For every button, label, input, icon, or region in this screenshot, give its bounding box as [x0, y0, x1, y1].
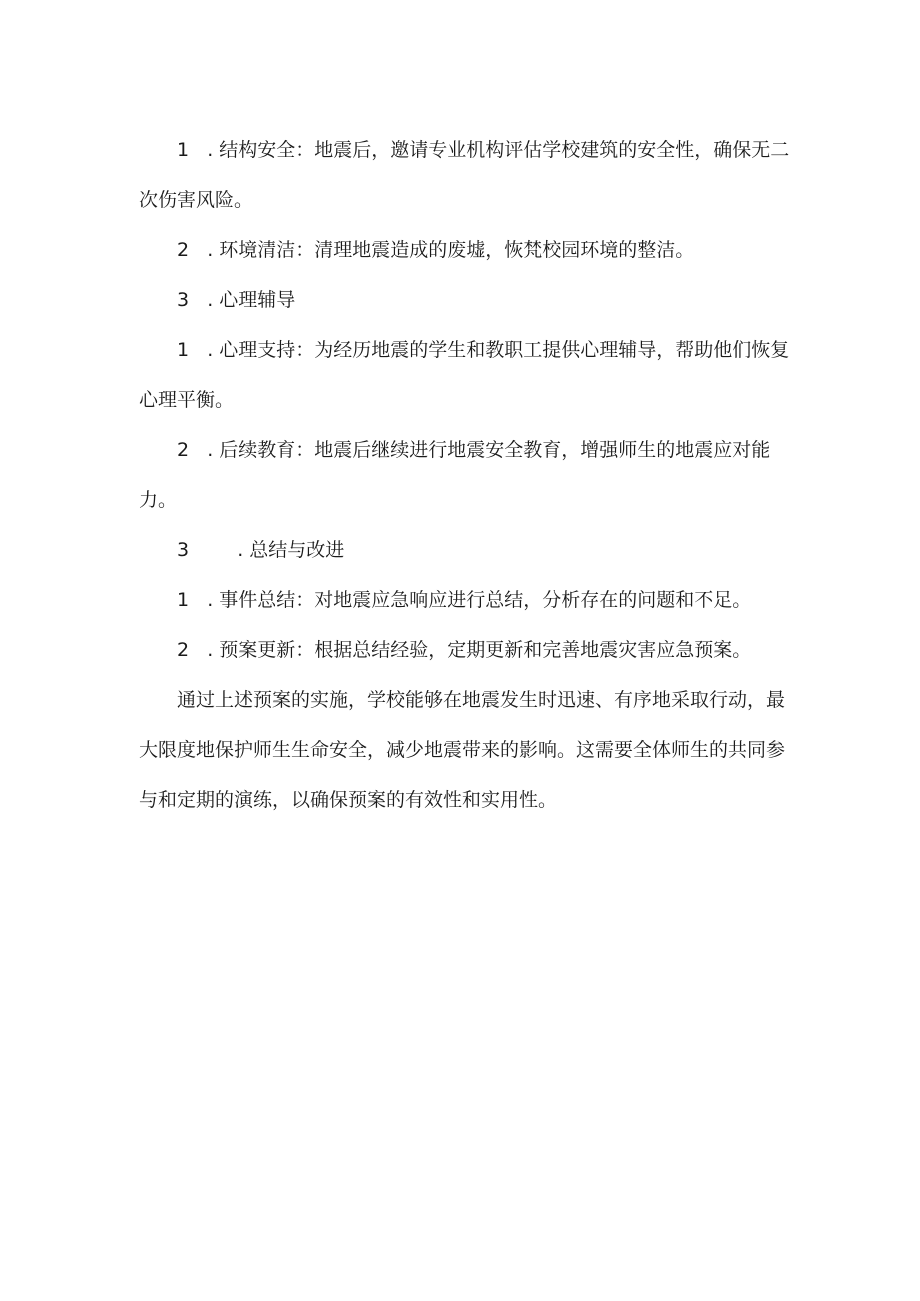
- paragraph-conclusion: [139, 675, 799, 825]
- item-number: 3: [177, 539, 190, 561]
- item-number: 1: [177, 339, 190, 361]
- paragraph-text: 预案更新：根据总结经验，定期更新和完善地震灾害应急预案。: [219, 639, 752, 661]
- paragraph-environment-cleaning: [139, 225, 799, 275]
- section-heading-text: 心理辅导: [219, 289, 296, 311]
- section-heading-text: 总结与改进: [249, 539, 345, 561]
- item-separator: .: [207, 239, 214, 261]
- item-separator: .: [207, 339, 214, 361]
- item-number: 2: [177, 439, 190, 461]
- paragraph-text: 事件总结：对地震应急响应进行总结，分析存在的问题和不足。: [219, 589, 752, 611]
- paragraph-text: 结构安全：地震后，邀请专业机构评估学校建筑的安全性，确保无二次伤害风险。: [139, 139, 790, 211]
- document-body: [139, 125, 799, 825]
- section-heading-summary-improvement: [139, 525, 799, 575]
- item-separator: .: [207, 289, 214, 311]
- item-number: 2: [177, 239, 190, 261]
- paragraph-structural-safety: [139, 125, 799, 225]
- paragraph-event-summary: [139, 575, 799, 625]
- paragraph-plan-update: [139, 625, 799, 675]
- paragraph-follow-up-education: [139, 425, 799, 525]
- item-separator: .: [207, 589, 214, 611]
- item-number: 1: [177, 589, 190, 611]
- paragraph-psychological-support: [139, 325, 799, 425]
- item-separator: .: [207, 139, 214, 161]
- item-separator: .: [237, 539, 244, 561]
- item-separator: .: [207, 439, 214, 461]
- item-number: 2: [177, 639, 190, 661]
- section-heading-psychological-counseling: [139, 275, 799, 325]
- item-number: 3: [177, 289, 190, 311]
- paragraph-text: 环境清洁：清理地震造成的废墟，恢梵校园环境的整洁。: [219, 239, 695, 261]
- item-number: 1: [177, 139, 190, 161]
- item-separator: .: [207, 639, 214, 661]
- paragraph-text: 心理支持：为经历地震的学生和教职工提供心理辅导，帮助他们恢复心理平衡。: [139, 339, 790, 411]
- paragraph-text: 通过上述预案的实施，学校能够在地震发生时迅速、有序地采取行动，最大限度地保护师生生命安全，减少地震带来的影响。这需要全体师生的共同参与和定期的演练，以确保预案的有效性和实用性。: [139, 689, 786, 811]
- paragraph-text: 后续教育：地震后继续进行地震安全教育，增强师生的地震应对能力。: [139, 439, 771, 511]
